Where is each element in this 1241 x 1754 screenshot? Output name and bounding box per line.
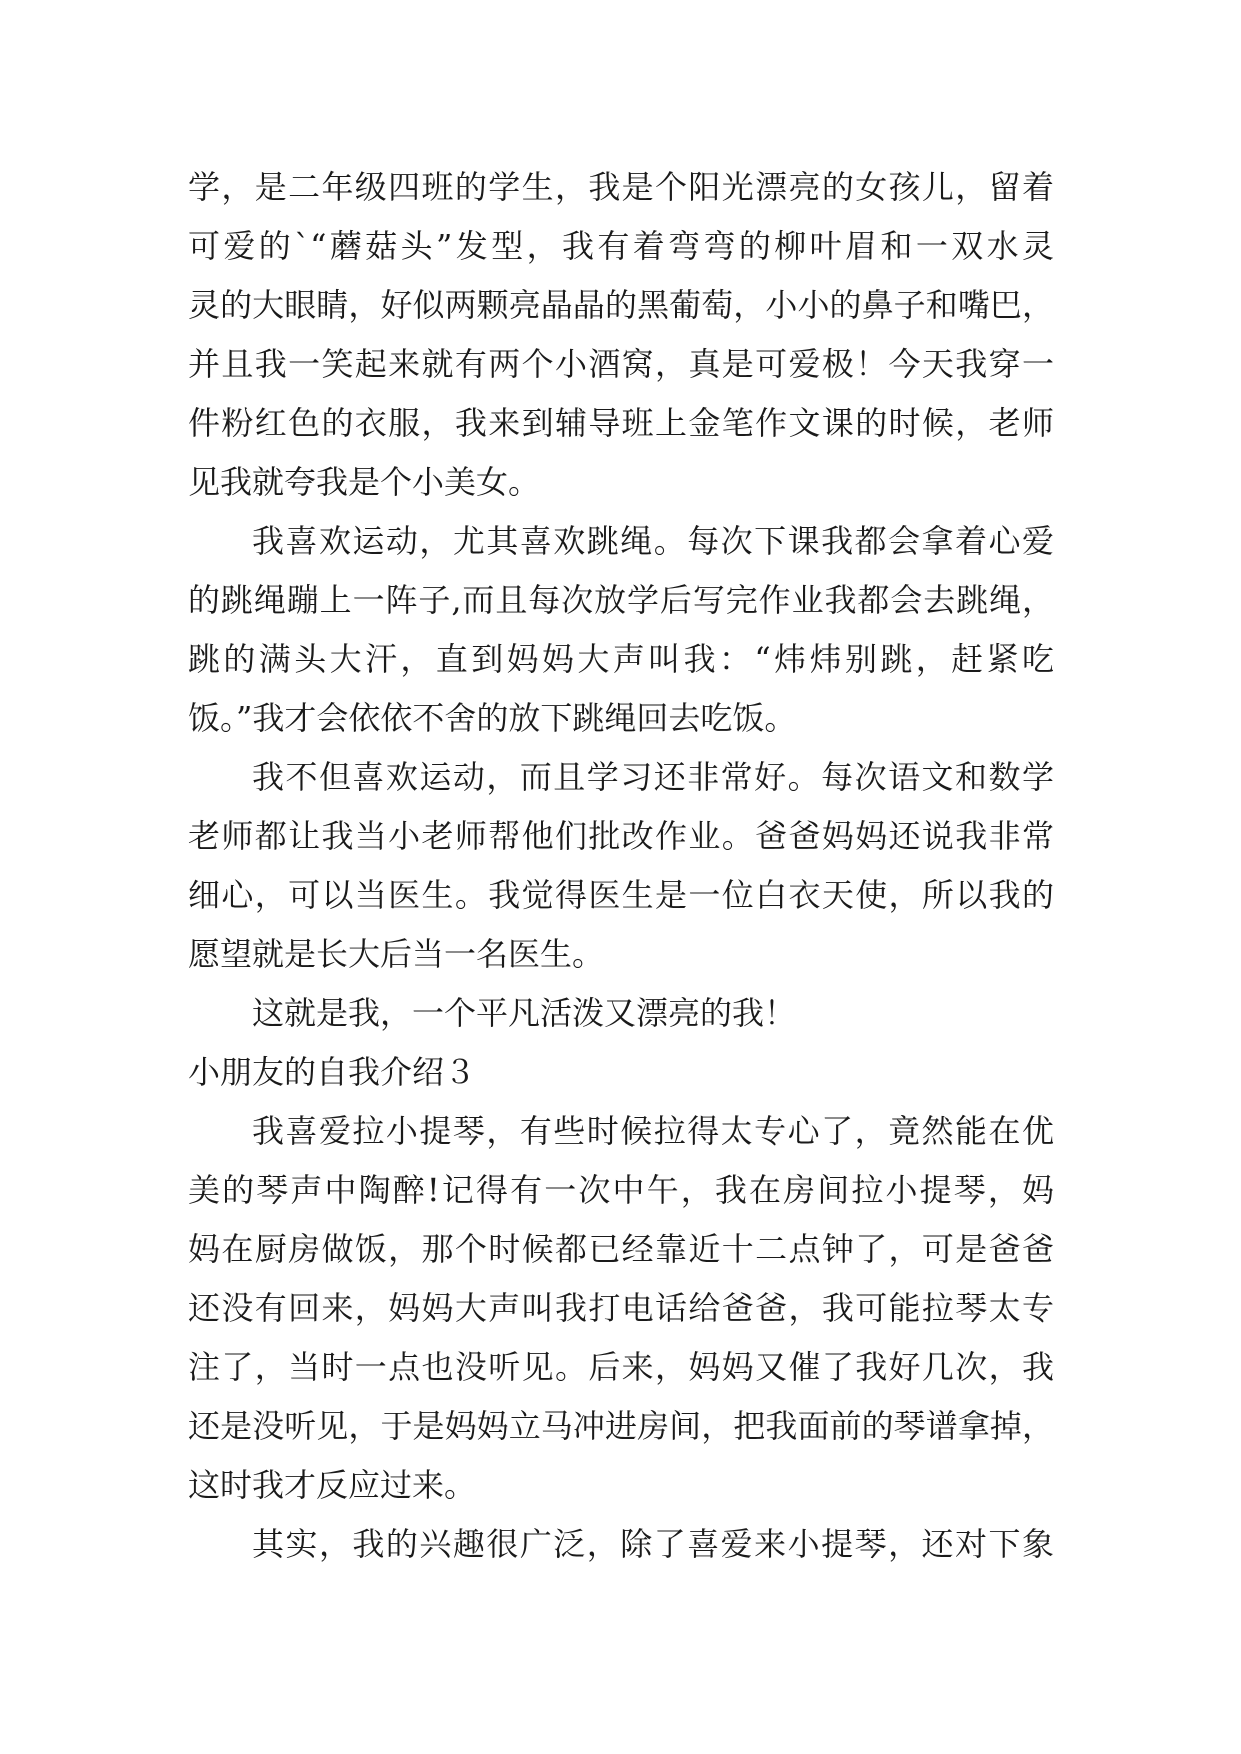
- text-line: 我不但喜欢运动，而且学习还非常好。每次语文和数学: [252, 758, 1054, 796]
- text-line: 并且我一笑起来就有两个小酒窝，真是可爱极！今天我穿一: [188, 345, 1054, 383]
- text-line: 的跳绳蹦上一阵子,而且每次放学后写完作业我都会去跳绳，: [188, 581, 1054, 619]
- text-line: 饭。”我才会依依不舍的放下跳绳回去吃饭。: [188, 699, 797, 737]
- text-line: 妈在厨房做饭，那个时候都已经靠近十二点钟了，可是爸爸: [188, 1230, 1054, 1268]
- document-body: [188, 158, 1054, 1574]
- text-line: 我喜爱拉小提琴，有些时候拉得太专心了，竟然能在优: [252, 1112, 1054, 1150]
- text-line: 还是没听见，于是妈妈立马冲进房间，把我面前的琴谱拿掉，: [188, 1407, 1054, 1445]
- text-line: 愿望就是长大后当一名医生。: [188, 935, 605, 973]
- text-line: 其实，我的兴趣很广泛，除了喜爱来小提琴，还对下象: [252, 1525, 1054, 1563]
- section-heading: 小朋友的自我介绍３: [188, 1053, 477, 1091]
- text-line: 还没有回来，妈妈大声叫我打电话给爸爸，我可能拉琴太专: [188, 1289, 1054, 1327]
- text-line: 件粉红色的衣服，我来到辅导班上金笔作文课的时候，老师: [188, 404, 1054, 442]
- text-line: 这时我才反应过来。: [188, 1466, 477, 1504]
- text-line: 老师都让我当小老师帮他们批改作业。爸爸妈妈还说我非常: [188, 817, 1054, 855]
- text-line: 我喜欢运动，尤其喜欢跳绳。每次下课我都会拿着心爱: [252, 522, 1054, 560]
- text-line: 注了，当时一点也没听见。后来，妈妈又催了我好几次，我: [188, 1348, 1054, 1386]
- text-line: 美的琴声中陶醉!记得有一次中午，我在房间拉小提琴，妈: [188, 1171, 1054, 1209]
- text-line: 学，是二年级四班的学生，我是个阳光漂亮的女孩儿，留着: [188, 168, 1054, 206]
- text-line: 可爱的`“蘑菇头”发型，我有着弯弯的柳叶眉和一双水灵: [188, 227, 1054, 265]
- text-line: 跳的满头大汗，直到妈妈大声叫我：“炜炜别跳，赶紧吃: [188, 640, 1054, 678]
- text-line: 灵的大眼睛，好似两颗亮晶晶的黑葡萄，小小的鼻子和嘴巴，: [188, 286, 1054, 324]
- text-line: 细心，可以当医生。我觉得医生是一位白衣天使，所以我的: [188, 876, 1054, 914]
- text-line: 这就是我，一个平凡活泼又漂亮的我！: [252, 994, 797, 1032]
- text-line: 见我就夸我是个小美女。: [188, 463, 541, 501]
